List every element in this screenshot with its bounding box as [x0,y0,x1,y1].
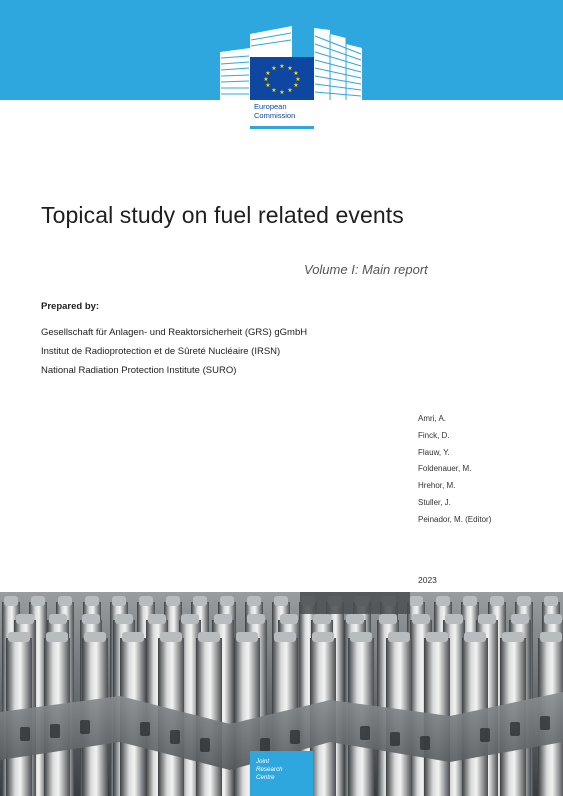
organization-list [41,323,307,380]
jrc-badge-text [256,758,282,782]
author-item: Amri, A. [418,414,447,423]
svg-text:★: ★ [295,76,301,83]
svg-text:★: ★ [287,65,293,72]
organization-item: Gesellschaft für Anlagen- und Reaktorsicherheit (GRS) gGmbH [41,327,308,338]
ec-logo-underline [250,126,314,129]
svg-text:★: ★ [265,70,271,77]
jrc-line3: Centre [256,774,275,781]
jrc-badge [250,751,313,796]
organization-item: National Radiation Protection Institute (SURO) [41,365,237,376]
author-item: Hrehor, M. [418,481,456,491]
ec-logo-text [254,102,295,120]
document-title: Topical study on fuel related events [41,202,404,228]
author-item: Stuller, J. [418,497,451,507]
svg-text:★: ★ [271,65,277,72]
author-item: Peinador, M. (Editor) [418,514,492,524]
svg-text:★: ★ [287,87,293,94]
author-list [418,411,491,529]
prepared-by-label: Prepared by: [41,301,100,312]
publication-year: 2023 [418,575,437,585]
ec-logo-line2: Commission [254,111,296,120]
author-item: Flauw, Y. [418,447,450,457]
svg-text:★: ★ [265,82,271,89]
svg-text:★: ★ [279,63,285,70]
jrc-line2: Research [256,766,283,773]
document-subtitle: Volume I: Main report [304,262,428,277]
jrc-line1: Joint [256,758,270,765]
author-item: Finck, D. [418,430,450,440]
ec-logo-line1: European [254,102,287,111]
author-item: Foldenauer, M. [418,464,472,474]
svg-text:★: ★ [293,70,299,77]
organization-item: Institut de Radioprotection et de Sûreté Nucléaire (IRSN) [41,346,281,357]
svg-text:★: ★ [263,76,269,83]
svg-text:★: ★ [279,89,285,96]
svg-text:★: ★ [271,87,277,94]
svg-text:★: ★ [293,82,299,89]
